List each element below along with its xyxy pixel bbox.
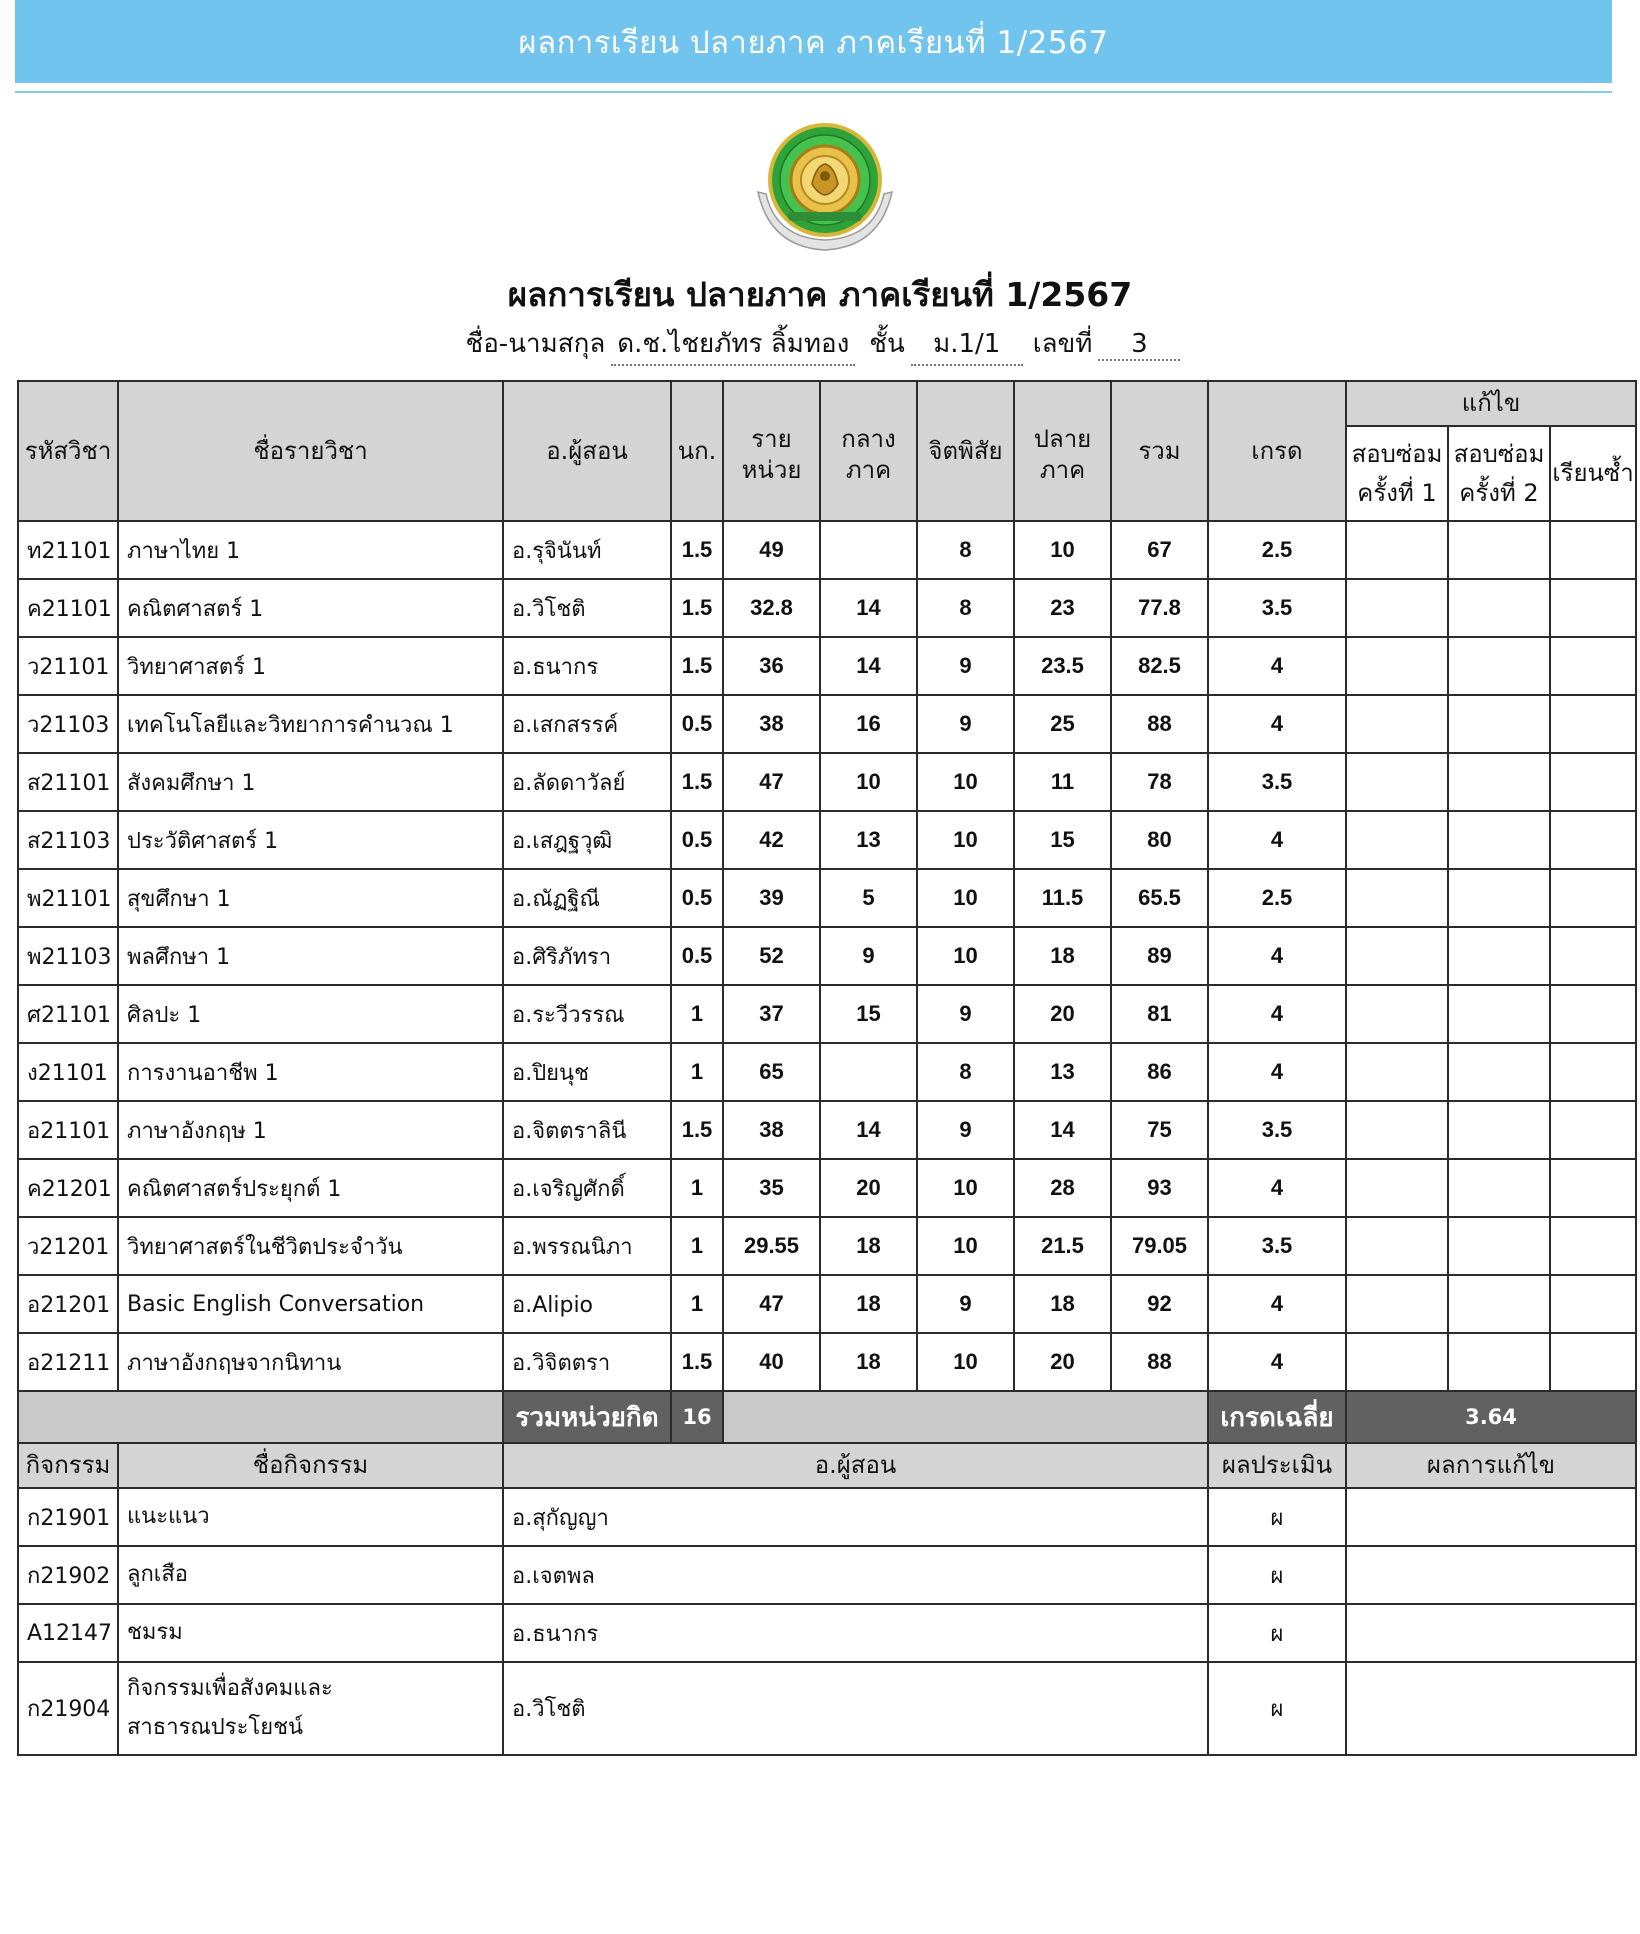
table-row [18,1217,1636,1275]
cell-credits: 0.5 [671,695,723,753]
cell-subject: ภาษาอังกฤษ 1 [118,1101,503,1159]
cell-final: 10 [1014,521,1111,579]
table-row [18,1159,1636,1217]
cell-credits: 1.5 [671,521,723,579]
cell-teacher: อ.ณัฏฐิณี [503,869,671,927]
cell-retest1 [1346,1101,1448,1159]
cell-code: พ21103 [18,927,118,985]
header-grade: เกรด [1208,381,1346,521]
activity-name-line: แนะแนว [127,1503,210,1529]
header-retest2 [1448,426,1550,521]
table-row [18,695,1636,753]
cell-midterm: 10 [820,753,917,811]
cell-retest2 [1448,695,1550,753]
cell-retest2 [1448,985,1550,1043]
cell-total: 89 [1111,927,1208,985]
cell-code: พ21101 [18,869,118,927]
cell-midterm: 18 [820,1275,917,1333]
cell-grade: 4 [1208,637,1346,695]
cell-credits: 1.5 [671,637,723,695]
cell-code: ง21101 [18,1043,118,1101]
summary-spacer [18,1391,503,1443]
cell-retest1 [1346,985,1448,1043]
credits-total-value: 16 [671,1391,723,1443]
cell-teacher: อ.วิโชติ [503,579,671,637]
cell-midterm: 18 [820,1333,917,1391]
activity-header-teacher: อ.ผู้สอน [503,1443,1208,1488]
activity-result: ผ [1208,1546,1346,1604]
header-unit-line2: หน่วย [741,456,802,485]
activity-result: ผ [1208,1604,1346,1662]
header-repeat: เรียนซ้ำ [1550,426,1636,521]
cell-code: อ21101 [18,1101,118,1159]
cell-retest2 [1448,521,1550,579]
cell-code: อ21201 [18,1275,118,1333]
cell-credits: 0.5 [671,811,723,869]
cell-retest1 [1346,869,1448,927]
cell-retest1 [1346,1275,1448,1333]
cell-code: ส21101 [18,753,118,811]
cell-total: 67 [1111,521,1208,579]
cell-repeat [1550,1275,1636,1333]
cell-total: 77.8 [1111,579,1208,637]
student-name-label: ชื่อ-นามสกุล [465,329,606,359]
cell-teacher: อ.จิตตราลินี [503,1101,671,1159]
cell-attitude: 8 [917,579,1014,637]
cell-unit: 38 [723,695,820,753]
cell-code: ว21103 [18,695,118,753]
activity-code: ก21901 [18,1488,118,1546]
table-row [18,753,1636,811]
grades-table [17,380,1637,1756]
cell-retest1 [1346,811,1448,869]
cell-teacher: อ.ศิริภัทรา [503,927,671,985]
cell-grade: 3.5 [1208,1217,1346,1275]
cell-repeat [1550,1043,1636,1101]
cell-unit: 29.55 [723,1217,820,1275]
table-row [18,869,1636,927]
cell-retest2 [1448,811,1550,869]
header-final-line1: ปลาย [1033,424,1092,453]
header-fix-group: แก้ไข [1346,381,1636,426]
table-row [18,811,1636,869]
table-row [18,1333,1636,1391]
cell-code: ศ21101 [18,985,118,1043]
cell-total: 82.5 [1111,637,1208,695]
cell-retest2 [1448,753,1550,811]
cell-grade: 4 [1208,1043,1346,1101]
table-row [18,521,1636,579]
cell-midterm: 5 [820,869,917,927]
cell-unit: 32.8 [723,579,820,637]
cell-credits: 1 [671,985,723,1043]
activity-code: ก21902 [18,1546,118,1604]
cell-teacher: อ.เจริญศักดิ์ [503,1159,671,1217]
cell-attitude: 10 [917,1159,1014,1217]
header-unit-line1: ราย [751,424,792,453]
activity-header-result: ผลประเมิน [1208,1443,1346,1488]
credits-total-label: รวมหน่วยกิต [503,1391,671,1443]
cell-total: 86 [1111,1043,1208,1101]
header-subject: ชื่อรายวิชา [118,381,503,521]
cell-grade: 4 [1208,1159,1346,1217]
cell-unit: 35 [723,1159,820,1217]
cell-credits: 0.5 [671,869,723,927]
table-row [18,1043,1636,1101]
header-retest2-line2: ครั้งที่ 2 [1459,478,1539,507]
page-banner [15,0,1612,83]
cell-midterm: 14 [820,637,917,695]
cell-retest1 [1346,637,1448,695]
cell-subject: ภาษาอังกฤษจากนิทาน [118,1333,503,1391]
cell-unit: 38 [723,1101,820,1159]
document-title: ผลการเรียน ปลายภาค ภาคเรียนที่ 1/2567 [507,275,1133,314]
activity-result: ผ [1208,1488,1346,1546]
cell-attitude: 9 [917,695,1014,753]
cell-final: 11 [1014,753,1111,811]
cell-teacher: อ.วิจิตตรา [503,1333,671,1391]
cell-final: 11.5 [1014,869,1111,927]
cell-final: 21.5 [1014,1217,1111,1275]
header-attitude: จิตพิสัย [917,381,1014,521]
cell-repeat [1550,1159,1636,1217]
student-number-label: เลขที่ [1032,329,1093,359]
cell-repeat [1550,1101,1636,1159]
cell-midterm [820,1043,917,1101]
cell-total: 78 [1111,753,1208,811]
cell-total: 79.05 [1111,1217,1208,1275]
header-code: รหัสวิชา [18,381,118,521]
cell-credits: 1.5 [671,579,723,637]
activity-header-code: กิจกรรม [18,1443,118,1488]
cell-subject: วิทยาศาสตร์ 1 [118,637,503,695]
cell-teacher: อ.ระวีวรรณ [503,985,671,1043]
cell-total: 80 [1111,811,1208,869]
activity-row [18,1604,1636,1662]
activity-code: ก21904 [18,1662,118,1755]
cell-subject: พลศึกษา 1 [118,927,503,985]
header-final [1014,381,1111,521]
cell-midterm [820,521,917,579]
cell-credits: 1.5 [671,1333,723,1391]
cell-total: 92 [1111,1275,1208,1333]
cell-repeat [1550,1333,1636,1391]
cell-grade: 4 [1208,811,1346,869]
student-number: 3 [1098,329,1180,361]
cell-total: 88 [1111,695,1208,753]
cell-retest1 [1346,579,1448,637]
cell-final: 23 [1014,579,1111,637]
cell-retest2 [1448,1043,1550,1101]
activities-header-row [18,1443,1636,1488]
cell-grade: 2.5 [1208,521,1346,579]
cell-grade: 4 [1208,985,1346,1043]
cell-code: ท21101 [18,521,118,579]
cell-repeat [1550,579,1636,637]
header-final-line2: ภาค [1039,456,1086,485]
activity-result: ผ [1208,1662,1346,1755]
cell-subject: Basic English Conversation [118,1275,503,1333]
cell-subject: คณิตศาสตร์ 1 [118,579,503,637]
cell-repeat [1550,985,1636,1043]
cell-total: 88 [1111,1333,1208,1391]
cell-repeat [1550,695,1636,753]
cell-attitude: 10 [917,869,1014,927]
cell-repeat [1550,1217,1636,1275]
activity-teacher: อ.เจตพล [503,1546,1208,1604]
cell-unit: 47 [723,753,820,811]
cell-subject: วิทยาศาสตร์ในชีวิตประจำวัน [118,1217,503,1275]
student-class: ม.1/1 [911,323,1023,366]
cell-credits: 1.5 [671,753,723,811]
activity-name-line: กิจกรรมเพื่อสังคมและ [127,1676,333,1701]
cell-grade: 4 [1208,695,1346,753]
gpa-value: 3.64 [1346,1391,1636,1443]
school-emblem-icon [750,122,900,256]
cell-final: 14 [1014,1101,1111,1159]
cell-repeat [1550,753,1636,811]
cell-teacher: อ.พรรณนิภา [503,1217,671,1275]
banner-title: ผลการเรียน ปลายภาค ภาคเรียนที่ 1/2567 [518,24,1109,61]
cell-midterm: 15 [820,985,917,1043]
activity-name-line: สาธารณประโยชน์ [127,1714,304,1740]
cell-grade: 4 [1208,1333,1346,1391]
cell-grade: 3.5 [1208,753,1346,811]
cell-attitude: 8 [917,521,1014,579]
cell-final: 20 [1014,1333,1111,1391]
activities-body [18,1488,1636,1755]
cell-grade: 3.5 [1208,579,1346,637]
cell-retest1 [1346,521,1448,579]
cell-attitude: 10 [917,1217,1014,1275]
cell-unit: 52 [723,927,820,985]
cell-code: ค21201 [18,1159,118,1217]
activity-teacher: อ.ธนากร [503,1604,1208,1662]
summary-row [18,1391,1636,1443]
cell-credits: 1 [671,1217,723,1275]
cell-attitude: 9 [917,1275,1014,1333]
cell-total: 93 [1111,1159,1208,1217]
cell-final: 20 [1014,985,1111,1043]
activity-fix-result [1346,1488,1636,1546]
cell-midterm: 14 [820,579,917,637]
cell-teacher: อ.เสกสรรค์ [503,695,671,753]
cell-retest1 [1346,1043,1448,1101]
header-retest1-line1: สอบซ่อม [1351,440,1443,469]
activity-name [118,1604,503,1662]
activity-name-line: ชมรม [127,1619,183,1645]
cell-repeat [1550,811,1636,869]
cell-grade: 4 [1208,927,1346,985]
banner-divider [15,91,1612,93]
table-row [18,985,1636,1043]
cell-retest2 [1448,927,1550,985]
cell-final: 28 [1014,1159,1111,1217]
activity-fix-result [1346,1604,1636,1662]
cell-code: ค21101 [18,579,118,637]
cell-unit: 47 [723,1275,820,1333]
cell-retest2 [1448,1217,1550,1275]
activity-row [18,1488,1636,1546]
cell-final: 13 [1014,1043,1111,1101]
cell-subject: เทคโนโลยีและวิทยาการคำนวณ 1 [118,695,503,753]
table-row [18,1101,1636,1159]
gpa-label: เกรดเฉลี่ย [1208,1391,1346,1443]
cell-subject: ศิลปะ 1 [118,985,503,1043]
cell-attitude: 8 [917,1043,1014,1101]
cell-subject: สังคมศึกษา 1 [118,753,503,811]
cell-retest1 [1346,1333,1448,1391]
cell-subject: การงานอาชีพ 1 [118,1043,503,1101]
cell-unit: 39 [723,869,820,927]
cell-unit: 36 [723,637,820,695]
cell-credits: 1 [671,1043,723,1101]
header-row [18,381,1636,426]
activity-fix-result [1346,1662,1636,1755]
cell-code: ส21103 [18,811,118,869]
summary-body [18,1391,1636,1488]
cell-credits: 1.5 [671,1101,723,1159]
cell-retest1 [1346,1159,1448,1217]
cell-retest1 [1346,1217,1448,1275]
cell-code: ว21201 [18,1217,118,1275]
activity-teacher: อ.วิโชติ [503,1662,1208,1755]
cell-subject: ภาษาไทย 1 [118,521,503,579]
cell-attitude: 10 [917,927,1014,985]
cell-midterm: 16 [820,695,917,753]
table-row [18,1275,1636,1333]
activity-name [118,1546,503,1604]
cell-code: อ21211 [18,1333,118,1391]
cell-retest2 [1448,1333,1550,1391]
cell-attitude: 10 [917,753,1014,811]
cell-teacher: อ.รุจินันท์ [503,521,671,579]
cell-midterm: 14 [820,1101,917,1159]
cell-unit: 65 [723,1043,820,1101]
cell-final: 18 [1014,1275,1111,1333]
cell-repeat [1550,521,1636,579]
cell-final: 23.5 [1014,637,1111,695]
student-name: ด.ช.ไชยภัทร ลิ้มทอง [611,323,855,366]
cell-retest2 [1448,637,1550,695]
cell-unit: 37 [723,985,820,1043]
cell-credits: 0.5 [671,927,723,985]
student-info [0,323,1640,366]
cell-repeat [1550,927,1636,985]
cell-repeat [1550,637,1636,695]
activity-name-line: ลูกเสือ [127,1561,188,1587]
cell-unit: 42 [723,811,820,869]
cell-grade: 2.5 [1208,869,1346,927]
header-midterm-line2: ภาค [845,456,892,485]
cell-teacher: อ.เสฎฐวุฒิ [503,811,671,869]
cell-grade: 4 [1208,1275,1346,1333]
cell-attitude: 10 [917,1333,1014,1391]
cell-total: 81 [1111,985,1208,1043]
header-retest1 [1346,426,1448,521]
activity-header-name: ชื่อกิจกรรม [118,1443,503,1488]
cell-attitude: 9 [917,1101,1014,1159]
cell-retest2 [1448,1159,1550,1217]
header-retest2-line1: สอบซ่อม [1453,440,1545,469]
activity-code: A12147 [18,1604,118,1662]
cell-total: 65.5 [1111,869,1208,927]
table-row [18,637,1636,695]
activity-name [118,1662,503,1755]
cell-attitude: 10 [917,811,1014,869]
activity-row [18,1662,1636,1755]
cell-repeat [1550,869,1636,927]
cell-final: 25 [1014,695,1111,753]
cell-retest1 [1346,927,1448,985]
cell-retest2 [1448,1101,1550,1159]
activity-header-fix-result: ผลการแก้ไข [1346,1443,1636,1488]
cell-retest2 [1448,1275,1550,1333]
cell-midterm: 9 [820,927,917,985]
cell-final: 18 [1014,927,1111,985]
cell-unit: 49 [723,521,820,579]
student-class-label: ชั้น [869,329,905,359]
summary-spacer-middle [723,1391,1208,1443]
header-midterm [820,381,917,521]
cell-subject: คณิตศาสตร์ประยุกต์ 1 [118,1159,503,1217]
cell-retest2 [1448,579,1550,637]
header-credits: นก. [671,381,723,521]
cell-credits: 1 [671,1159,723,1217]
cell-midterm: 13 [820,811,917,869]
activity-name [118,1488,503,1546]
cell-total: 75 [1111,1101,1208,1159]
cell-retest2 [1448,869,1550,927]
header-unit [723,381,820,521]
cell-grade: 3.5 [1208,1101,1346,1159]
cell-code: ว21101 [18,637,118,695]
cell-midterm: 20 [820,1159,917,1217]
cell-attitude: 9 [917,985,1014,1043]
table-row [18,579,1636,637]
cell-teacher: อ.ธนากร [503,637,671,695]
cell-midterm: 18 [820,1217,917,1275]
cell-teacher: อ.ปิยนุช [503,1043,671,1101]
cell-subject: ประวัติศาสตร์ 1 [118,811,503,869]
cell-credits: 1 [671,1275,723,1333]
grades-body [18,521,1636,1391]
cell-retest1 [1346,695,1448,753]
activity-row [18,1546,1636,1604]
cell-subject: สุขศึกษา 1 [118,869,503,927]
cell-retest1 [1346,753,1448,811]
cell-teacher: อ.Alipio [503,1275,671,1333]
cell-unit: 40 [723,1333,820,1391]
table-row [18,927,1636,985]
activity-fix-result [1346,1546,1636,1604]
activity-teacher: อ.สุกัญญา [503,1488,1208,1546]
header-total: รวม [1111,381,1208,521]
cell-teacher: อ.ลัดดาวัลย์ [503,753,671,811]
cell-final: 15 [1014,811,1111,869]
header-retest1-line2: ครั้งที่ 1 [1357,478,1437,507]
header-midterm-line1: กลาง [841,424,896,453]
header-teacher: อ.ผู้สอน [503,381,671,521]
cell-attitude: 9 [917,637,1014,695]
